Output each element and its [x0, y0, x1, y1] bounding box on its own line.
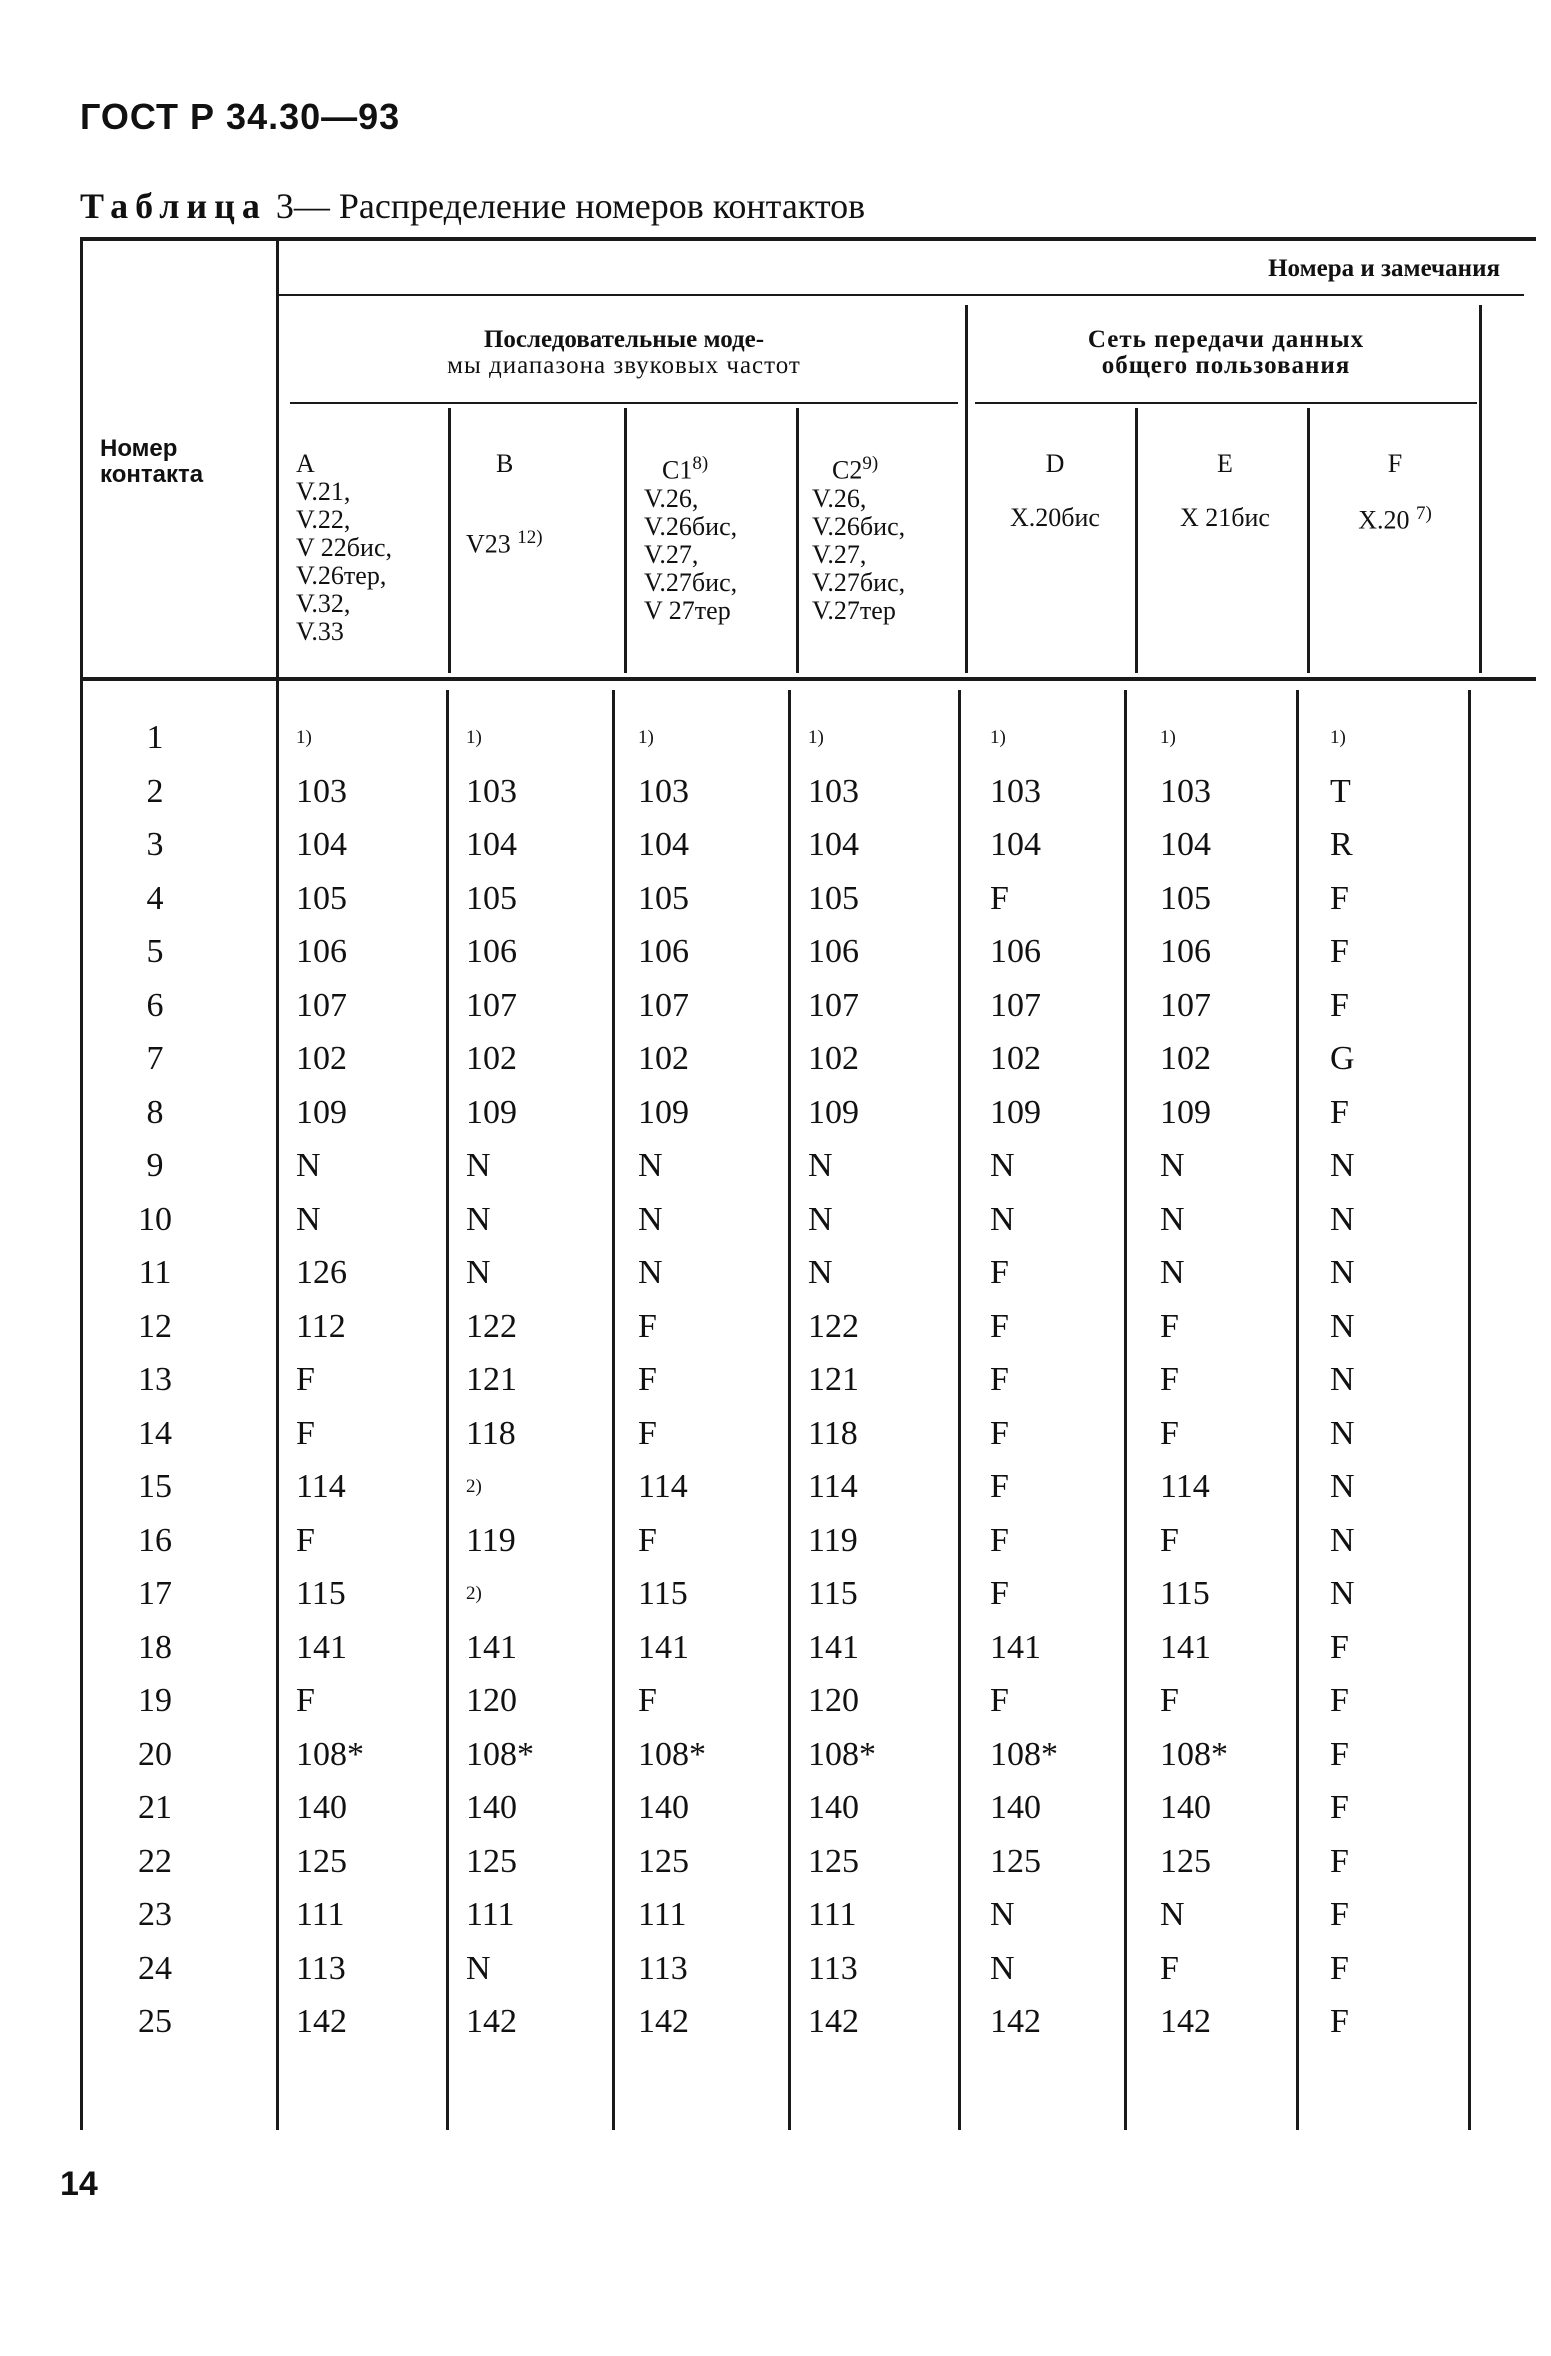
- col-divider-3b: [788, 690, 791, 2130]
- subgroup-underline-right: [975, 402, 1477, 404]
- column-f-letter: F: [1387, 449, 1403, 478]
- table-cell: 1): [638, 727, 654, 748]
- table-cell: N: [1330, 1254, 1355, 1291]
- table-cell: F: [1330, 1949, 1349, 1987]
- table-cell: N: [808, 1147, 833, 1184]
- table-cell: 112: [296, 1307, 346, 1345]
- contact-number-cell: 7: [146, 1040, 164, 1077]
- table-cell: 106: [638, 933, 689, 970]
- table-cell: 113: [638, 1949, 688, 1987]
- table-left-border: [80, 240, 83, 2130]
- table-cell: 105: [808, 879, 859, 917]
- table-cell: 107: [466, 986, 517, 1024]
- document-code: ГОСТ Р 34.30—93: [80, 96, 401, 137]
- subgroup-header-network: [975, 327, 1477, 380]
- table-top-rule: [80, 237, 1536, 241]
- table-cell: N: [466, 1254, 491, 1291]
- column-c1-line: V.27,: [644, 539, 699, 569]
- table-cell: G: [1330, 1040, 1355, 1077]
- contact-number-cell: 5: [146, 933, 164, 970]
- table-cell: 1): [466, 727, 482, 748]
- table-cell: 142: [808, 2003, 859, 2040]
- table-cell: F: [1330, 1093, 1349, 1131]
- table-cell: F: [990, 879, 1009, 917]
- table-cell: N: [638, 1147, 663, 1184]
- table-cell: F: [990, 1254, 1009, 1291]
- column-e-line: X 21бис: [1180, 503, 1270, 532]
- col-divider-1: [448, 408, 451, 673]
- table-cell: R: [1330, 826, 1353, 863]
- subgroup-network-line2: общего пользования: [1101, 352, 1351, 380]
- column-a-line: V.26тер,: [296, 561, 387, 590]
- table-cell: 105: [1160, 879, 1211, 917]
- column-c1-title: [662, 450, 737, 485]
- col-divider-6: [1307, 408, 1310, 673]
- column-header-f: [1315, 450, 1475, 535]
- table-cell: 141: [1160, 1628, 1211, 1666]
- corner-header: [100, 436, 203, 489]
- table-cell: 140: [1160, 1789, 1211, 1826]
- table-cell: 126: [296, 1254, 347, 1291]
- subgroup-modems-line1: Последовательные моде-: [483, 326, 765, 353]
- column-c2-line: V.27тер: [812, 595, 896, 625]
- table-cell: F: [638, 1682, 657, 1719]
- contact-number-cell: 3: [146, 826, 164, 863]
- caption-label: Таблица: [80, 186, 267, 226]
- table-cell: F: [990, 1361, 1009, 1398]
- table-cell: 104: [638, 826, 689, 863]
- contact-number-cell: 14: [138, 1414, 172, 1452]
- table-cell: 108*: [638, 1735, 706, 1773]
- col-divider-5b: [1124, 690, 1127, 2130]
- table-cell: 114: [296, 1468, 346, 1505]
- table-cell: 141: [466, 1628, 517, 1666]
- table-cell: 141: [990, 1628, 1041, 1666]
- table-cell: 113: [808, 1949, 858, 1987]
- table-cell: 108*: [990, 1735, 1058, 1773]
- table-cell: 103: [1160, 772, 1211, 810]
- table-cell: 106: [990, 933, 1041, 970]
- col-divider-7: [1479, 305, 1482, 673]
- table-cell: 125: [296, 1842, 347, 1880]
- table-cell: 115: [638, 1575, 688, 1612]
- table-cell: 107: [1160, 986, 1211, 1024]
- table-cell: 111: [808, 1896, 857, 1933]
- contact-number-cell: 9: [146, 1147, 164, 1184]
- table-cell: 106: [1160, 933, 1211, 970]
- table-cell: 2): [466, 1583, 482, 1604]
- table-cell: N: [808, 1254, 833, 1291]
- column-b-letter: B: [496, 449, 514, 478]
- table-cell: 113: [296, 1949, 346, 1987]
- column-d-line: X.20бис: [1010, 503, 1100, 532]
- table-cell: 111: [296, 1896, 345, 1933]
- table-cell: 1): [990, 727, 1006, 748]
- column-b-value: V23: [466, 529, 511, 559]
- table-cell: 107: [990, 986, 1041, 1024]
- table-cell: 107: [808, 986, 859, 1024]
- table-cell: N: [990, 1949, 1015, 1987]
- column-c2-line: V.27бис,: [812, 567, 906, 597]
- table-cell: F: [638, 1414, 657, 1452]
- column-c1-line: V.27бис,: [644, 567, 738, 597]
- column-c2-line: V.26,: [812, 483, 867, 513]
- page-number: 14: [60, 2165, 98, 2203]
- table-cell: N: [296, 1200, 321, 1238]
- table-cell: N: [1160, 1254, 1185, 1291]
- table-cell: 106: [296, 933, 347, 970]
- table-cell: 140: [296, 1789, 347, 1826]
- table-cell: 119: [466, 1521, 516, 1559]
- table-cell: N: [638, 1254, 663, 1291]
- table-cell: N: [1330, 1575, 1355, 1612]
- column-c2-title: [832, 450, 905, 485]
- table-cell: N: [990, 1147, 1015, 1184]
- table-cell: N: [990, 1896, 1015, 1933]
- table-cell: 121: [466, 1361, 517, 1398]
- column-header-d: [975, 450, 1135, 532]
- table-cell: N: [1330, 1468, 1355, 1505]
- table-cell: F: [296, 1361, 315, 1398]
- table-cell: 105: [638, 879, 689, 917]
- table-cell: 125: [990, 1842, 1041, 1880]
- table-cell: F: [990, 1682, 1009, 1719]
- table-cell: 118: [808, 1414, 858, 1452]
- corner-header-line1: Номер: [100, 435, 178, 462]
- table-cell: 119: [808, 1521, 858, 1559]
- contact-number-cell: 15: [138, 1468, 172, 1505]
- table-cell: 115: [296, 1575, 346, 1612]
- table-cell: N: [1330, 1361, 1355, 1398]
- table-cell: 142: [990, 2003, 1041, 2040]
- table-cell: N: [1330, 1200, 1355, 1238]
- column-f-note: 7): [1415, 503, 1432, 524]
- table-cell: F: [1330, 933, 1349, 970]
- table-cell: N: [1330, 1307, 1355, 1345]
- table-cell: N: [1330, 1414, 1355, 1452]
- table-cell: 104: [296, 826, 347, 863]
- col-divider-3: [796, 408, 799, 673]
- table-cell: 109: [638, 1093, 689, 1131]
- column-f-title: [1315, 500, 1475, 535]
- table-cell: 122: [466, 1307, 517, 1345]
- subgroup-underline-left: [290, 402, 958, 404]
- table-cell: 122: [808, 1307, 859, 1345]
- table-cell: 125: [638, 1842, 689, 1880]
- table-cell: 111: [466, 1896, 515, 1933]
- column-c2-note: 9): [862, 453, 879, 474]
- table-cell: 115: [808, 1575, 858, 1612]
- table-cell: 103: [990, 772, 1041, 810]
- table-cell: 108*: [808, 1735, 876, 1773]
- column-d-letter: D: [1045, 449, 1065, 478]
- table-cell: 114: [808, 1468, 858, 1505]
- column-e-letter: E: [1217, 449, 1233, 478]
- column-c1-line: V.26,: [644, 483, 699, 513]
- table-cell: F: [990, 1468, 1009, 1505]
- contact-number-cell: 25: [138, 2003, 172, 2040]
- table-cell: F: [1330, 1682, 1349, 1719]
- column-c1-letter: C1: [662, 455, 693, 485]
- table-cell: 104: [990, 826, 1041, 863]
- table-cell: 109: [990, 1093, 1041, 1131]
- table-cell: 120: [808, 1682, 859, 1719]
- table-cell: N: [1330, 1147, 1355, 1184]
- contact-number-cell: 19: [138, 1682, 172, 1719]
- column-c2-letter: C2: [832, 455, 863, 485]
- table-cell: 109: [1160, 1093, 1211, 1131]
- table-cell: F: [990, 1414, 1009, 1452]
- table-cell: 118: [466, 1414, 516, 1452]
- column-a-line: V.33: [296, 617, 344, 646]
- table-cell: F: [1160, 1949, 1179, 1987]
- table-cell: F: [1160, 1414, 1179, 1452]
- table-cell: 140: [990, 1789, 1041, 1826]
- table-cell: 102: [638, 1040, 689, 1077]
- table-cell: 120: [466, 1682, 517, 1719]
- table-cell: F: [638, 1361, 657, 1398]
- table-cell: 106: [466, 933, 517, 970]
- table-cell: 106: [808, 933, 859, 970]
- table-cell: 142: [296, 2003, 347, 2040]
- column-header-c1: [644, 450, 737, 625]
- table-cell: 1): [296, 727, 312, 748]
- table-cell: N: [466, 1949, 491, 1987]
- table-cell: N: [1160, 1896, 1185, 1933]
- table-caption: [80, 185, 865, 227]
- table-cell: F: [296, 1521, 315, 1559]
- col-divider-7b: [1468, 690, 1471, 2130]
- col-divider-6b: [1296, 690, 1299, 2130]
- table-cell: 109: [296, 1093, 347, 1131]
- subgroup-rule: [278, 294, 1524, 296]
- column-c2-line: V.26бис,: [812, 511, 906, 541]
- table-cell: 111: [638, 1896, 687, 1933]
- table-cell: 107: [638, 986, 689, 1024]
- column-c1-line: V.26бис,: [644, 511, 738, 541]
- contact-number-cell: 13: [138, 1361, 172, 1398]
- table-cell: 114: [1160, 1468, 1210, 1505]
- contact-number-cell: 11: [138, 1254, 172, 1291]
- table-cell: 140: [808, 1789, 859, 1826]
- header-bottom-rule: [80, 677, 1536, 681]
- table-cell: F: [1160, 1307, 1179, 1345]
- column-a-line: V 22бис,: [296, 533, 392, 562]
- table-cell: T: [1330, 772, 1351, 810]
- table-cell: F: [1330, 1842, 1349, 1880]
- table-cell: 103: [466, 772, 517, 810]
- table-cell: 104: [1160, 826, 1211, 863]
- table-cell: F: [1160, 1361, 1179, 1398]
- table-cell: 108*: [1160, 1735, 1228, 1773]
- table-cell: 142: [1160, 2003, 1211, 2040]
- table-cell: 103: [808, 772, 859, 810]
- contact-number-cell: 20: [138, 1735, 172, 1773]
- table-cell: F: [1330, 1789, 1349, 1826]
- column-f-line: X.20: [1358, 505, 1410, 535]
- table-cell: F: [1160, 1521, 1179, 1559]
- table-cell: 102: [296, 1040, 347, 1077]
- table-cell: 105: [466, 879, 517, 917]
- caption-title: — Распределение номеров контактов: [293, 186, 866, 226]
- table-cell: 140: [638, 1789, 689, 1826]
- contact-number-cell: 2: [146, 772, 164, 810]
- table-cell: N: [1330, 1521, 1355, 1559]
- table-cell: 141: [808, 1628, 859, 1666]
- contact-number-cell: 23: [138, 1896, 172, 1933]
- contact-number-cell: 22: [138, 1842, 172, 1880]
- table-cell: F: [1330, 1628, 1349, 1666]
- table-cell: 142: [466, 2003, 517, 2040]
- column-a-line: V.22,: [296, 505, 351, 534]
- corner-header-line2: контакта: [100, 461, 204, 489]
- table-cell: 103: [296, 772, 347, 810]
- table-cell: F: [1330, 879, 1349, 917]
- group-header: Номера и замечания: [1268, 255, 1500, 282]
- table-cell: 141: [296, 1628, 347, 1666]
- col-divider-2b: [612, 690, 615, 2130]
- table-cell: 1): [1330, 727, 1346, 748]
- table-cell: 102: [990, 1040, 1041, 1077]
- col-divider-2: [624, 408, 627, 673]
- table-cell: N: [638, 1200, 663, 1238]
- table-cell: F: [1330, 2003, 1349, 2040]
- col-divider-5: [1135, 408, 1138, 673]
- col-divider-4b: [958, 690, 961, 2130]
- contact-number-cell: 21: [138, 1789, 172, 1826]
- table-cell: 108*: [296, 1735, 364, 1773]
- table-cell: 140: [466, 1789, 517, 1826]
- table-cell: 1): [1160, 727, 1176, 748]
- table-cell: F: [1160, 1682, 1179, 1719]
- contact-number-cell: 10: [138, 1200, 172, 1238]
- table-cell: F: [1330, 1896, 1349, 1933]
- table-cell: 141: [638, 1628, 689, 1666]
- contact-number-cell: 18: [138, 1628, 172, 1666]
- table-cell: N: [466, 1147, 491, 1184]
- col-divider-0: [276, 240, 279, 2130]
- table-cell: 102: [466, 1040, 517, 1077]
- table-cell: 108*: [466, 1735, 534, 1773]
- column-a-line: V.21,: [296, 477, 351, 506]
- table-cell: N: [1160, 1147, 1185, 1184]
- table-cell: 125: [466, 1842, 517, 1880]
- column-header-e: [1145, 450, 1305, 532]
- table-cell: F: [1330, 1735, 1349, 1773]
- column-a-letter: A: [296, 449, 315, 478]
- contact-number-cell: 24: [138, 1949, 172, 1987]
- table-cell: N: [808, 1200, 833, 1238]
- table-cell: 104: [466, 826, 517, 863]
- table-cell: F: [296, 1414, 315, 1452]
- col-divider-1b: [446, 690, 449, 2130]
- table-cell: F: [1330, 986, 1349, 1024]
- table-cell: 125: [808, 1842, 859, 1880]
- subgroup-header-modems: [290, 327, 958, 380]
- column-c1-line: V 27тер: [644, 595, 731, 625]
- contact-number-cell: 6: [146, 986, 164, 1024]
- subgroup-modems-line2: мы диапазона звуковых частот: [447, 352, 801, 380]
- column-header-c2: [812, 450, 905, 625]
- table-cell: F: [990, 1307, 1009, 1345]
- table-cell: 102: [1160, 1040, 1211, 1077]
- caption-number: 3: [275, 186, 294, 226]
- contact-number-cell: 17: [138, 1575, 172, 1612]
- table-cell: 103: [638, 772, 689, 810]
- table-cell: 121: [808, 1361, 859, 1398]
- table-cell: F: [296, 1682, 315, 1719]
- table-cell: 115: [1160, 1575, 1210, 1612]
- table-cell: 107: [296, 986, 347, 1024]
- column-header-b: [466, 449, 543, 559]
- col-divider-4: [965, 305, 968, 673]
- table-cell: F: [990, 1575, 1009, 1612]
- table-cell: 142: [638, 2003, 689, 2040]
- table-cell: 1): [808, 727, 824, 748]
- table-cell: 104: [808, 826, 859, 863]
- table-cell: 114: [638, 1468, 688, 1505]
- column-header-a: [296, 450, 392, 646]
- column-a-line: V.32,: [296, 589, 351, 618]
- table-cell: N: [466, 1200, 491, 1238]
- contact-number-cell: 1: [146, 719, 164, 756]
- table-cell: F: [638, 1521, 657, 1559]
- contact-number-cell: 4: [146, 879, 164, 917]
- subgroup-network-line1: Сеть передачи данных: [1087, 326, 1365, 353]
- contact-number-cell: 8: [146, 1093, 164, 1131]
- column-b-note: 12): [517, 527, 543, 548]
- table-cell: 2): [466, 1476, 482, 1497]
- column-c1-note: 8): [692, 453, 709, 474]
- table-cell: N: [296, 1147, 321, 1184]
- table-cell: 109: [466, 1093, 517, 1131]
- column-b-line: [466, 524, 543, 559]
- table-cell: 109: [808, 1093, 859, 1131]
- table-cell: 105: [296, 879, 347, 917]
- table-cell: 102: [808, 1040, 859, 1077]
- table-cell: N: [990, 1200, 1015, 1238]
- table-cell: 125: [1160, 1842, 1211, 1880]
- contact-number-cell: 16: [138, 1521, 172, 1559]
- contact-number-cell: 12: [138, 1307, 172, 1345]
- column-c2-line: V.27,: [812, 539, 867, 569]
- table-cell: N: [1160, 1200, 1185, 1238]
- table-cell: F: [990, 1521, 1009, 1559]
- table-cell: F: [638, 1307, 657, 1345]
